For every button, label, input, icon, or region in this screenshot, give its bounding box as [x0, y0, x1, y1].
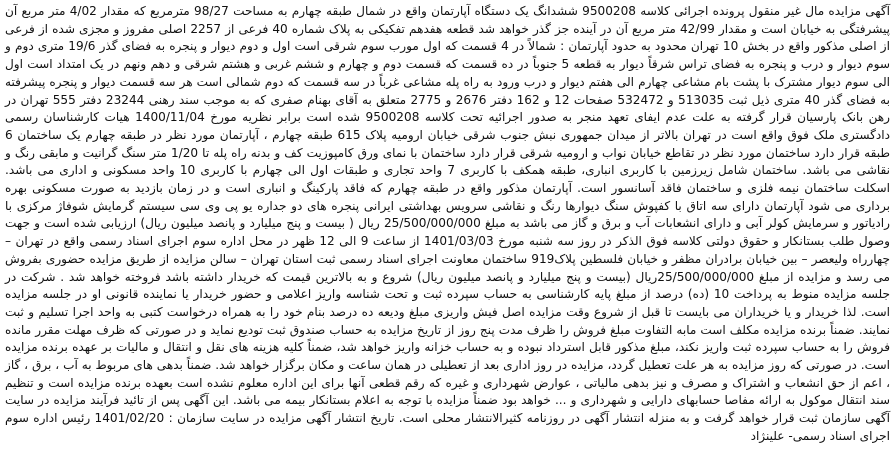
- auction-notice-text: آگهی مزایده مال غیر منقول پرونده اجرائی کلاسه 9500208 ششدانگ یک دستگاه آپارتمان واقع در شمال طبقه چهارم به مساحت 98/27 مترمربع که مقدار 4/02 متر مربع آن پیشرفتگی به خیابان است و مقدار 42/99 متر مربع آن در آینده جز گذر خواهد شد قطعه هفدهم تفکیکی به پلاک شماره 40 فرعی از 2257 اصلی مفروز و مجزی شده از فرعی از اصلی مذکور واقع در بخش 10 تهران محدود به حدود آپارتمان : شمالاً در 4 قسمت که اول مورب سوم شرقی است اول و دوم دیوار و پنجره به فضای گذر 19/6 متری دوم و سوم دیوار و درب و پنجره به فضای تراس شرقاً دیوار به قطعه 5 جنوباً در ده قسمت که قسمت دوم و چهارم و ششم غربی و هشتم شرقی و دهم ونهم در یک امتداد است اول الی سوم دیوار مشترک با پشت بام مشاعی چهارم الی هفتم دیوار و درب ورود به راه پله مشاعی غرباً در سه قسمت که دوم شمالی است هر سه قسمت دیوار و پنجره پیشرفته به فضای گذر 40 متری ذیل ثبت 513035 و 532472 صفحات 12 و 162 دفتر 2676 و 2775 متعلق به آقای بهنام صفری که به موجب سند رهنی 23244 دفتر 555 تهران در رهن بانک پارسیان قرار گرفته به علت عدم ایفای تعهد منجر به صدور اجرائیه تحت کلاسه 9500208 شده است برابر نظریه مورخ 1400/11/04 هیات کارشناسان رسمی دادگستری ملک فوق واقع است در تهران بالاتر از میدان جمهوری نبش جنوب شرقی خیابان ارومیه پلاک 615 طبقه چهارم ، آپارتمان مورد نظر در طبقه چهارم یک ساختمان 6 طبقه قرار دارد ساختمان مورد نظر در تقاطع خیابان نواب و ارومیه شرقی قرار دارد ساختمان با نمای ورق کامپوزیت کف و بدنه راه پله تا 1/20 متر سنگ گرانیت و مابقی رنگ و نقاشی می باشد. ساختمان شامل زیرزمین با کاربری انباری، طبقه همکف با کاربری 7 واحد تجاری و طبقات اول الی چهارم با کاربری 10 واحد مسکونی و اداری می باشد. اسکلت ساختمان نیمه فلزی و ساختمان فاقد آسانسور است. آپارتمان مذکور واقع در طبقه چهارم که فاقد پارکینگ و انباری است و در زمان بازدید به صورت مسکونی بهره برداری می شود آپارتمان دارای سه اتاق با کفپوش سنگ دیوارها رنگ و نقاشی سرویس بهداشتی ایرانی پنجره های دو جداره یو پی وی سی سیستم گرمایش شوفاژ مرکزی با رادیاتور و سرمایش کولر آبی و دارای انشعابات آب و برق و گاز می باشد به مبلغ 25/500/000/000 ریال ( بیست و پنج میلیارد و پانصد میلیون ریال) ارزیابی شده است و جهت وصول طلب بستانکار و حقوق دولتی کلاسه فوق الذکر در روز سه شنبه مورخ 1401/03/03 از ساعت 9 الی 12 ظهر در محل اداره سوم اجرای اسناد رسمی واقع در تهران – چهارراه ولیعصر – بین خیابان برادران مظفر و خیابان فلسطین پلاک919 ساختمان معاونت اجرای اسناد رسمی ثبت استان تهران – سالن مزایده از طریق مزایده حضوری بفروش می رسد و مزایده از مبلغ 25/500/000/000ریال (بیست و پنج میلیارد و پانصد میلیون ریال) شروع و به بالاترین قیمت که خریدار داشته باشد فروخته خواهد شد . شرکت در جلسه مزایده منوط به پرداخت 10 (ده) درصد از مبلغ پایه کارشناسی به حساب سپرده ثبت و تحت شناسه واریز اعلامی و حضور خریدار یا نماینده قانونی او در جلسه مزایده است. لذا خریدار و یا خریداران می بایست تا قبل از شروع وقت مزایده اصل فیش واریزی مبلغ ودیعه ده درصد بنام خود را به همراه درخواست کتبی به واحد اجرا تسلیم و ثبت نمایند. ضمناً برنده مزایده مکلف است مابه التفاوت مبلغ فروش را ظرف مدت پنج روز از تاریخ مزایده به حساب صندوق ثبت تودیع نماید و در صورتی که ظرف مهلت مقرر مانده فروش را به حساب سپرده ثبت واریز نکند، مبلغ مذکور قابل استرداد نبوده و به حساب خزانه واریز خواهد شد، ضمناً کلیه هزینه های نقل و انتقال و مالیات بر عهده برنده مزایده است. در صورتی که روز مزایده به هر علت تعطیل گردد، مزایده در روز اداری بعد از تعطیلی در همان ساعت و مکان برگزار خواهد شد. ضمناً بدهی های مربوط به آب ، برق ، گاز ، اعم از حق انشعاب و اشتراک و مصرف و نیز بدهی مالیاتی ، عوارض شهرداری و غیره که رقم قطعی آنها برای این اداره معلوم نشده است بعهده برنده مزایده است و تنظیم سند انتقال موکول به ارائه مفاصا حسابهای دارایی و شهرداری و ... خواهد بود ضمناً مزایده با توجه به اعلام بستانکار بیمه می باشد. این آگهی پس از تائید فرآیند مزایده در سایت آگهی سازمان ثبت قرار خواهد گرفت و به منزله انتشار آگهی در روزنامه کثیرالانتشار محلی است. تاریخ انتشار آگهی مزایده در سایت سازمان : 1401/02/20 رئیس اداره سوم اجرای اسناد رسمی- علینژاد: [5, 4, 891, 443]
